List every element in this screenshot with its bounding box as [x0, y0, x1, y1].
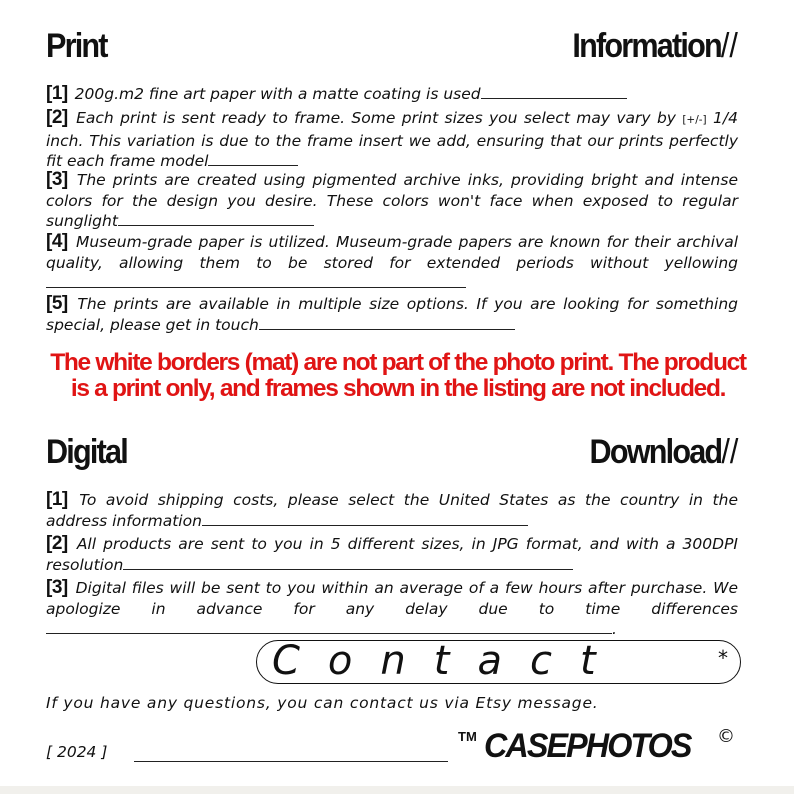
download-heading	[589, 432, 738, 472]
brand-name: CASEPHOTOS	[484, 727, 691, 765]
digital-item-1-rule	[202, 524, 528, 526]
copyright-icon: ©	[717, 726, 735, 747]
print-item-2-rule	[208, 164, 298, 166]
print-item-1-text: 200g.m2 fine art paper with a matte coating is used	[74, 85, 481, 103]
print-heading: Print	[46, 27, 107, 65]
print-item-5-rule	[259, 328, 515, 330]
digital-item-2-number: [2]	[46, 533, 68, 554]
print-item-4	[46, 232, 738, 294]
digital-item-3	[46, 578, 738, 640]
print-item-1-rule	[481, 97, 627, 99]
download-heading-text: Download	[589, 433, 721, 471]
print-item-4-text: Museum-grade paper is utilized. Museum-grade papers are known for their archival quality, allowing them to be stored for extended periods without yellowing	[46, 233, 739, 272]
digital-item-2-rule	[123, 568, 573, 570]
contact-title: Contact	[272, 638, 624, 684]
asterisk-icon: *	[718, 646, 728, 670]
print-item-2-number: [2]	[46, 107, 68, 128]
digital-item-1-text: To avoid shipping costs, please select the United States as the country in the address information	[46, 491, 738, 530]
year-label: [ 2024 ]	[46, 743, 108, 761]
information-heading	[572, 26, 738, 66]
print-item-4-rule	[46, 286, 466, 288]
print-item-5-text: The prints are available in multiple size options. If you are looking for something special, please get in touch	[46, 295, 738, 334]
print-item-2-text-b: 1/4 inch. This variation is due to the frame insert we add, ensuring that our prints perfectly fit each frame model	[46, 109, 738, 170]
print-item-4-number: [4]	[46, 231, 68, 252]
print-item-2	[46, 108, 738, 172]
print-item-2-tolerance: [+/-]	[682, 114, 707, 126]
information-heading-slashes: //	[720, 27, 738, 65]
contact-message: If you have any questions, you can contact us via Etsy message.	[46, 694, 599, 712]
download-heading-slashes: //	[720, 433, 738, 471]
print-item-1	[46, 84, 738, 105]
print-item-3-rule	[118, 224, 314, 226]
print-item-3	[46, 170, 738, 232]
digital-item-1	[46, 490, 738, 531]
digital-item-3-text: Digital files will be sent to you within an average of a few hours after purchase. We apologize in advance for any delay due to time differences	[46, 579, 738, 618]
mat-frame-notice: The white borders (mat) are not part of the photo print. The product is a print only, and frames shown in the listing are not included.	[50, 349, 746, 402]
print-item-3-number: [3]	[46, 169, 68, 190]
information-heading-text: Information	[572, 27, 721, 65]
digital-heading: Digital	[46, 433, 127, 471]
digital-item-2	[46, 534, 738, 575]
digital-item-2-text: All products are sent to you in 5 different sizes, in JPG format, and with a 300DPI resolution	[46, 535, 738, 574]
footer-rule	[134, 761, 448, 762]
digital-item-3-rule	[46, 632, 612, 634]
print-item-5-number: [5]	[46, 293, 68, 314]
print-item-5	[46, 294, 738, 335]
print-item-3-text: The prints are created using pigmented archive inks, providing bright and intense colors for the design you desire. These colors won't face when exposed to regular sunglight	[46, 171, 738, 230]
digital-item-3-number: [3]	[46, 577, 68, 598]
digital-item-1-number: [1]	[46, 489, 68, 510]
trademark-mark: TM	[458, 729, 477, 744]
print-item-2-text-a: Each print is sent ready to frame. Some print sizes you select may vary by	[76, 109, 676, 127]
digital-item-3-end: .	[612, 620, 617, 638]
print-item-1-number: [1]	[46, 83, 68, 104]
